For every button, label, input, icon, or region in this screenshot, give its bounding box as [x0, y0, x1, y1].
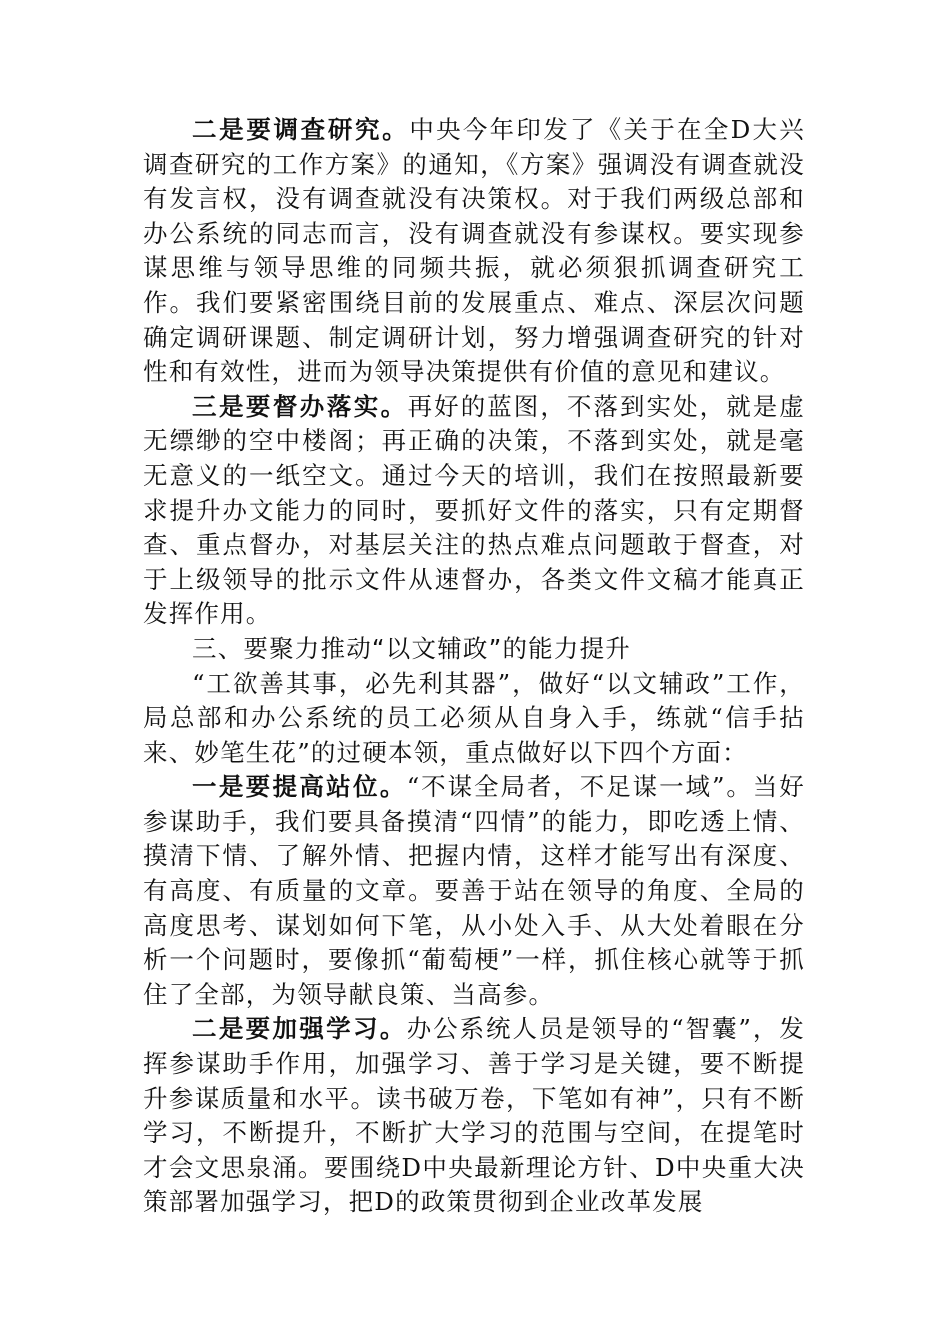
section-heading: 三、要聚力推动“以文辅政”的能力提升 [192, 633, 631, 663]
paragraph-body: 办公系统人员是领导的“智囊”，发挥参谋助手作用，加强学习、善于学习是关键，要不断提升参谋质量和水平。读书破万卷，下笔如有神”，只有不断学习，不断提升，不断扩大学习的范围与空间，在提笔时才会文思泉涌。要围绕D中央最新理论方针、D中央重大决策部署加强学习，把D的政策贯彻到企业改革发展 [143, 1014, 805, 1217]
document-page [143, 113, 805, 1220]
paragraph-research [143, 113, 805, 390]
paragraph-lead: 三是要督办落实。 [192, 391, 408, 421]
paragraph-lead: 一是要提高站位。 [192, 772, 407, 802]
paragraph-body: 中央今年印发了《关于在全D大兴调查研究的工作方案》的通知，《方案》强调没有调查就没有发言权，没有调查就没有决策权。对于我们两级总部和办公系统的同志而言，没有调查就没有参谋权。要实现参谋思维与领导思维的同频共振，就必须狠抓调查研究工作。我们要紧密围绕目前的发展重点、难点、深层次问题确定调研课题、制定调研计划，努力增强调查研究的针对性和有效性，进而为领导决策提供有价值的意见和建议。 [143, 115, 805, 387]
paragraph-supervision [143, 390, 805, 632]
paragraph-standpoint [143, 770, 805, 1012]
paragraph-lead: 二是要调查研究。 [192, 115, 410, 144]
paragraph-body: 再好的蓝图，不落到实处，就是虚无缥缈的空中楼阁；再正确的决策，不落到实处，就是毫无意义的一纸空文。通过今天的培训，我们在按照最新要求提升办文能力的同时，要抓好文件的落实，只有定期督查、重点督办，对基层关注的热点难点问题敢于督查，对于上级领导的批示文件从速督办，各类文件文稿才能真正发挥作用。 [143, 391, 805, 629]
paragraph-learning [143, 1012, 805, 1220]
paragraph-lead: 二是要加强学习。 [192, 1014, 407, 1044]
section-intro: “工欲善其事，必先利其器”，做好“以文辅政”工作，局总部和办公系统的员工必须从自身入手，练就“信手拈来、妙笔生花”的过硬本领，重点做好以下四个方面： [143, 668, 805, 767]
paragraph-body: “不谋全局者，不足谋一域”。当好参谋助手，我们要具备摸清“四情”的能力，即吃透上情、摸清下情、了解外情、把握内情，这样才能写出有深度、有高度、有质量的文章。要善于站在领导的角度、全局的高度思考、谋划如何下笔，从小处入手、从大处着眼在分析一个问题时，要像抓“葡萄梗”一样，抓住核心就等于抓住了全部，为领导献良策、当高参。 [143, 772, 805, 1009]
